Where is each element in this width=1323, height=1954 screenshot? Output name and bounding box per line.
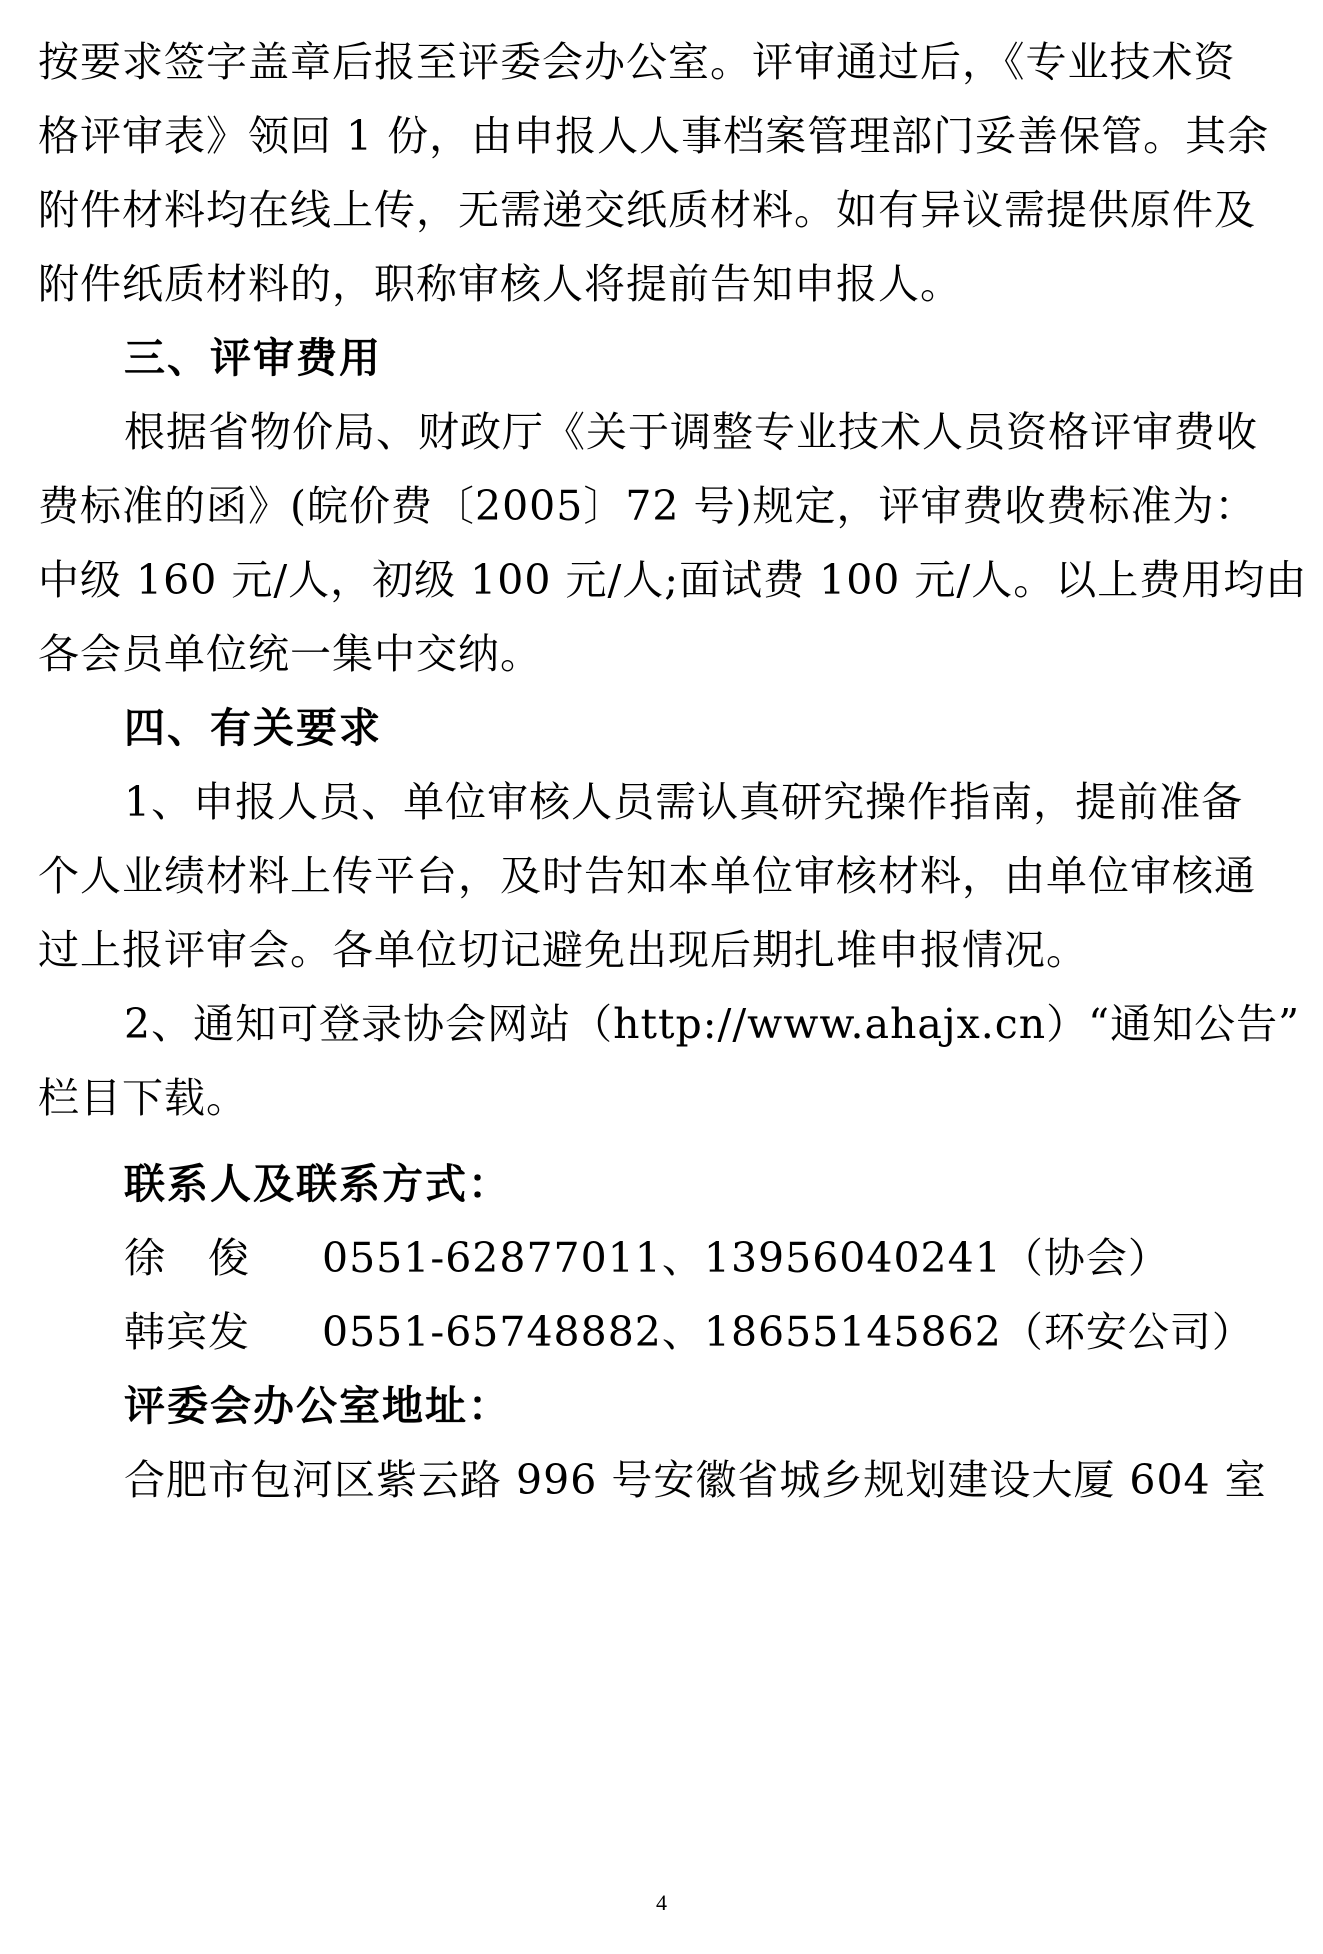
contact-phone: 0551-65748882、18655145862（环安公司） <box>322 1308 1254 1356</box>
section-heading-requirements: 四、有关要求 <box>124 704 382 752</box>
office-heading: 评委会办公室地址： <box>124 1382 511 1430</box>
paragraph-line: 按要求签字盖章后报至评委会办公室。评审通过后，《专业技术资 <box>38 38 1236 86</box>
office-address: 合肥市包河区紫云路 996 号安徽省城乡规划建设大厦 604 室 <box>124 1456 1267 1504</box>
paragraph-line: 根据省物价局、财政厅《关于调整专业技术人员资格评审费收 <box>124 408 1258 456</box>
paragraph-line: 个人业绩材料上传平台，及时告知本单位审核材料，由单位审核通 <box>38 852 1256 900</box>
paragraph-line: 栏目下载。 <box>38 1074 248 1122</box>
contact-name: 徐 俊 <box>124 1234 250 1282</box>
paragraph-line: 过上报评审会。各单位切记避免出现后期扎堆申报情况。 <box>38 926 1088 974</box>
contact-name: 韩宾发 <box>124 1308 250 1356</box>
paragraph-line: 附件纸质材料的，职称审核人将提前告知申报人。 <box>38 260 962 308</box>
paragraph-line: 1、申报人员、单位审核人员需认真研究操作指南，提前准备 <box>124 778 1244 826</box>
paragraph-line: 各会员单位统一集中交纳。 <box>38 630 542 678</box>
page-number: 4 <box>656 1890 667 1915</box>
contact-phone: 0551-62877011、13956040241（协会） <box>322 1234 1170 1282</box>
contacts-heading: 联系人及联系方式： <box>124 1160 511 1208</box>
paragraph-line: 中级 160 元/人，初级 100 元/人;面试费 100 元/人。以上费用均由 <box>38 556 1308 604</box>
paragraph-line: 格评审表》领回 1 份，由申报人人事档案管理部门妥善保管。其余 <box>38 112 1270 160</box>
paragraph-line: 附件材料均在线上传，无需递交纸质材料。如有异议需提供原件及 <box>38 186 1256 234</box>
section-heading-fees: 三、评审费用 <box>124 334 382 382</box>
paragraph-line: 2、通知可登录协会网站（http://www.ahajx.cn）“通知公告” <box>124 1000 1301 1048</box>
paragraph-line: 费标准的函》(皖价费〔2005〕72 号)规定，评审费收费标准为： <box>38 482 1257 530</box>
